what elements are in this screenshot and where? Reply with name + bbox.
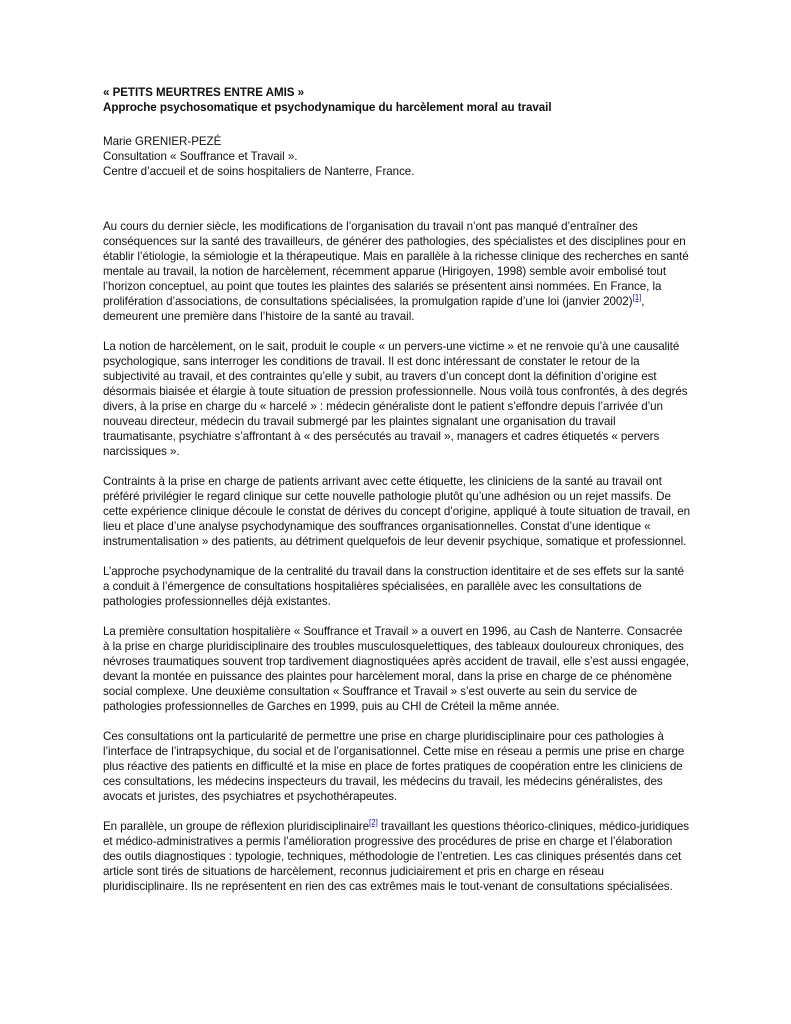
footnote-link-2[interactable]: [2] [369,818,378,827]
title-line-2: Approche psychosomatique et psychodynamique du harcèlement moral au travail [103,101,552,114]
paragraph-2: La notion de harcèlement, on le sait, produit le couple « un pervers-une victime » et ne renvoie qu’à une causalité psychologique, sans interroger les conditions de travail. Il est donc intéressant de constater le retour de la subjectivité au travail, et des contraintes qu’elle y subit, au travers d’un concept dont la définition d’origine est désormais biaisée et élargie à toute situation de pression professionnelle. Nous voilà tous confrontés, à des degrés divers, à la prise en charge du « harcelé » : médecin généraliste dont le patient s’effondre depuis l’arrivée d’un nouveau directeur, médecin du travail submergé par les plaintes signalant une organisation du travail traumatisante, psychiatre s’affrontant à « des persécutés au travail », managers et cadres étiquetés « pervers narcissiques ». [103,340,688,458]
paragraph-1 [103,219,691,324]
title-line-1: « PETITS MEURTRES ENTRE AMIS » [103,86,304,99]
paragraph-7-text-b: travaillant les questions théorico-cliniques, médico-juridiques et médico-administratives a permis l’amélioration progressive des procédures de prise en charge et l’élaboration des outils diagnostiques : typologie, techniques, méthodologie de l’entretien. Les cas cliniques présentés dans cet article sont tirés de situations de harcèlement, reconnus judiciairement et pris en charge en réseau pluridisciplinaire. Ils ne représentent en rien des cas extrêmes mais le tout-venant de consultations spécialisées. [103,820,690,893]
paragraph-7 [103,819,691,894]
paragraph-6: Ces consultations ont la particularité de permettre une prise en charge pluridisciplinaire pour ces pathologies à l’interface de l’intrapsychique, du social et de l’organisationnel. Cette mise en réseau a permis une prise en charge plus réactive des patients en difficulté et la mise en place de fortes pratiques de coopération entre les cliniciens de ces consultations, les médecins inspecteurs du travail, les médecins du travail, les médecins généralistes, des avocats et juristes, des psychiatres et psychothérapeutes. [103,730,685,803]
paragraph-1-text-a: Au cours du dernier siècle, les modifications de l’organisation du travail n’ont pas manqué d’entraîner des conséquences sur la santé des travailleurs, de générer des pathologies, des spécialistes et des disciplines pour en établir l’étiologie, la sémiologie et la thérapeutique. Mais en parallèle à la richesse clinique des recherches en santé mentale au travail, la notion de harcèlement, récemment apparue (Hirigoyen, 1998) semble avoir embolisé tout l’horizon conceptuel, au point que toutes les plaintes des salariés se présentent ainsi nommées. En France, la prolifération d’associations, de consultations spécialisées, la promulgation rapide d’une loi (janvier 2002) [103,220,689,308]
author-affiliation-2: Centre d’accueil et de soins hospitaliers de Nanterre, France. [103,165,415,178]
footnote-link-1[interactable]: [1] [632,293,642,302]
author-block [103,134,691,179]
author-name: Marie GRENIER-PEZÉ [103,135,222,148]
paragraph-7-text-a: En parallèle, un groupe de réflexion pluridisciplinaire [103,820,370,833]
document-page [103,85,691,894]
paragraph-4: L’approche psychodynamique de la centralité du travail dans la construction identitaire et de ses effets sur la santé a conduit à l’émergence de consultations hospitalières spécialisées, en parallèle avec les consultations de pathologies professionnelles déjà existantes. [103,565,685,608]
author-affiliation-1: Consultation « Souffrance et Travail ». [103,150,298,163]
paragraph-5: La première consultation hospitalière « Souffrance et Travail » a ouvert en 1996, au Cash de Nanterre. Consacrée à la prise en charge pluridisciplinaire des troubles musculosquelettiques, des tableaux douloureux chroniques, des névroses traumatiques souvent trop tardivement diagnostiquées après accident de travail, elle s’est aussi engagée, devant la montée en puissance des plaintes pour harcèlement moral, dans la prise en charge de ce phénomène social complexe. Une deuxième consultation « Souffrance et Travail » s’est ouverte au sein du service de pathologies professionnelles de Garches en 1999, puis au CHI de Créteil la même année. [103,625,689,713]
paragraph-1-text-b: , demeurent une première dans l’histoire de la santé au travail. [103,295,645,323]
document-header [103,85,691,115]
paragraph-3: Contraints à la prise en charge de patients arrivant avec cette étiquette, les cliniciens de la santé au travail ont préféré privilégier le regard clinique sur cette nouvelle pathologie plutôt qu’une adhésion ou un rejet massifs. De cette expérience clinique découle le constat de dérives du concept d’origine, appliqué à toute situation de travail, en lieu et place d’une analyse psychodynamique des souffrances organisationnelles. Constat d’une identique « instrumentalisation » des patients, au détriment quelquefois de leur devenir psychique, somatique et professionnel. [103,475,691,548]
